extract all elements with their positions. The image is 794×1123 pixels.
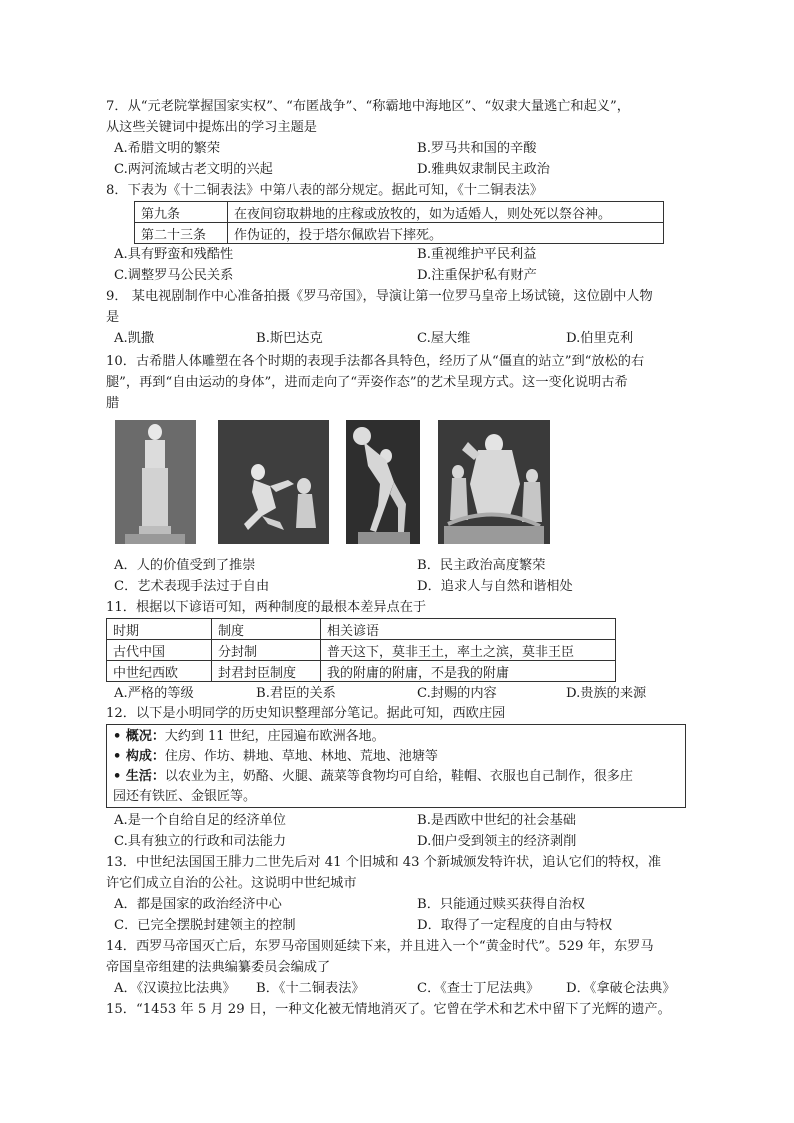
table-row bbox=[107, 661, 616, 682]
q12-note-overview bbox=[113, 727, 679, 747]
q8-law-table bbox=[134, 201, 664, 244]
q10-option-c: C．艺术表现手法过于自由 bbox=[114, 579, 270, 594]
sculpture-photo-relief bbox=[218, 420, 329, 544]
q11-stem: 11．根据以下谚语可知，两种制度的最根本差异点在于 bbox=[106, 600, 427, 615]
q7-option-a: A.希腊文明的繁荣 bbox=[114, 141, 221, 156]
q13-stem-line1: 13．中世纪法国国王腓力二世先后对 41 个旧城和 43 个新城颁发特许状，追认它们的特权，准 bbox=[106, 855, 662, 870]
q10-option-d: D．追求人与自然和谐相处 bbox=[417, 579, 573, 594]
table-cell: 第二十三条 bbox=[135, 223, 228, 244]
q8-option-d: D.注重保护私有财产 bbox=[417, 268, 537, 283]
q12-option-c: C.具有独立的行政和司法能力 bbox=[114, 834, 287, 849]
table-header-cell: 制度 bbox=[212, 619, 321, 640]
q8-option-c: C.调整罗马公民关系 bbox=[114, 268, 234, 283]
note-key: • 概况： bbox=[113, 729, 165, 744]
q14-option-a: A．《汉谟拉比法典》 bbox=[114, 981, 236, 996]
q14-stem-line2: 帝国皇帝组建的法典编纂委员会编成了 bbox=[106, 960, 331, 975]
q9-option-c: C.屋大维 bbox=[417, 331, 471, 346]
q12-notes-box bbox=[106, 724, 686, 808]
note-text: 以农业为主，奶酪、火腿、蔬菜等食物均可自给，鞋帽、衣服也自己制作，很多庄 bbox=[164, 769, 633, 784]
table-cell: 中世纪西欧 bbox=[107, 661, 212, 682]
table-cell: 古代中国 bbox=[107, 640, 212, 661]
sculpture-photo-laocoon bbox=[438, 420, 550, 544]
q7-stem-line2: 从这些关键词中提炼出的学习主题是 bbox=[106, 120, 317, 135]
q14-option-b: B．《十二铜表法》 bbox=[256, 981, 365, 996]
q7-option-c: C.两河流域古老文明的兴起 bbox=[114, 162, 273, 177]
q12-option-b: B.是西欧中世纪的社会基础 bbox=[417, 813, 576, 828]
table-row bbox=[135, 202, 664, 223]
q13-option-d: D．取得了一定程度的自由与特权 bbox=[417, 918, 613, 933]
sculpture-photo-discobolus bbox=[346, 420, 420, 544]
q10-option-b: B．民主政治高度繁荣 bbox=[417, 558, 546, 573]
note-text: 住房、作坊、耕地、草地、林地、荒地、池塘等 bbox=[164, 749, 438, 764]
q13-option-a: A．都是国家的政治经济中心 bbox=[114, 897, 282, 912]
table-header-cell: 相关谚语 bbox=[321, 619, 616, 640]
q12-note-composition bbox=[113, 747, 679, 767]
table-cell: 在夜间窃取耕地的庄稼或放牧的，如为适婚人，则处死以祭谷神。 bbox=[228, 202, 664, 223]
q9-stem-line1: 9． 某电视剧制作中心准备拍摄《罗马帝国》，导演让第一位罗马皇帝上场试镜，这位剧中人物 bbox=[106, 289, 653, 304]
q11-option-c: C.封赐的内容 bbox=[417, 686, 497, 701]
q12-note-life-cont: 园还有铁匠、金银匠等。 bbox=[113, 789, 257, 804]
table-cell: 第九条 bbox=[135, 202, 228, 223]
q9-stem-line2: 是 bbox=[106, 310, 120, 325]
table-cell: 普天这下，莫非王土，率土之滨，莫非王臣 bbox=[321, 640, 616, 661]
q12-stem: 12．以下是小明同学的历史知识整理部分笔记。据此可知，西欧庄园 bbox=[106, 706, 506, 721]
table-row bbox=[107, 640, 616, 661]
table-cell: 分封制 bbox=[212, 640, 321, 661]
q7-stem-line1: 7．从“元老院掌握国家实权”、“布匿战争”、“称霸地中海地区”、“奴隶大量逃亡和起义”， bbox=[106, 99, 630, 114]
q10-stem-line2: 腿”，再到“自由运动的身体”，进而走向了“弄姿作态”的艺术呈现方式。这一变化说明古希 bbox=[106, 375, 628, 390]
q10-stem-line1: 10．古希腊人体雕塑在各个时期的表现手法都各具特色，经历了从“僵直的站立”到“放松的右 bbox=[106, 354, 645, 369]
q8-option-a: A.具有野蛮和残酷性 bbox=[114, 247, 234, 262]
sculpture-photo-standing bbox=[115, 420, 196, 544]
q12-note-life bbox=[113, 767, 679, 787]
q14-option-d: D．《拿破仑法典》 bbox=[566, 981, 676, 996]
q14-stem-line1: 14．西罗马帝国灭亡后，东罗马帝国则延续下来，并且进入一个“黄金时代”。529 年，东罗马 bbox=[106, 939, 654, 954]
q8-stem: 8．下表为《十二铜表法》中第八表的部分规定。据此可知，《十二铜表法》 bbox=[106, 183, 543, 198]
table-cell: 我的附庸的附庸，不是我的附庸 bbox=[321, 661, 616, 682]
q12-option-a: A.是一个自给自足的经济单位 bbox=[114, 813, 286, 828]
table-row bbox=[135, 223, 664, 244]
table-header-row bbox=[107, 619, 616, 640]
q8-option-b: B.重视维护平民利益 bbox=[417, 247, 537, 262]
q13-option-c: C．已完全摆脱封建领主的控制 bbox=[114, 918, 296, 933]
q10-stem-line3: 腊 bbox=[106, 396, 120, 411]
q7-option-d: D.雅典奴隶制民主政治 bbox=[417, 162, 550, 177]
q9-option-d: D.伯里克利 bbox=[566, 331, 634, 346]
q15-stem-line1: 15．“1453 年 5 月 29 日，一种文化被无情地消灭了。它曾在学术和艺术中留下了光辉的遗产。 bbox=[106, 1002, 671, 1017]
table-cell: 封君封臣制度 bbox=[212, 661, 321, 682]
note-key: • 生活： bbox=[113, 769, 165, 784]
q11-option-a: A.严格的等级 bbox=[114, 686, 194, 701]
q12-option-d: D.佃户受到领主的经济剥削 bbox=[417, 834, 577, 849]
q13-option-b: B．只能通过赎买获得自治权 bbox=[417, 897, 585, 912]
q11-comparison-table bbox=[106, 618, 616, 682]
q9-option-a: A.凯撒 bbox=[114, 331, 155, 346]
q10-option-a: A．人的价值受到了推崇 bbox=[114, 558, 256, 573]
q11-option-d: D.贵族的来源 bbox=[566, 686, 647, 701]
note-key: • 构成： bbox=[113, 749, 165, 764]
q14-option-c: C．《查士丁尼法典》 bbox=[417, 981, 540, 996]
note-text: 大约到 11 世纪，庄园遍布欧洲各地。 bbox=[164, 729, 385, 744]
q13-stem-line2: 许它们成立自治的公社。这说明中世纪城市 bbox=[106, 876, 357, 891]
q11-option-b: B.君臣的关系 bbox=[256, 686, 336, 701]
q9-option-b: B.斯巴达克 bbox=[256, 331, 323, 346]
q7-option-b: B.罗马共和国的辛酸 bbox=[417, 141, 537, 156]
table-header-cell: 时期 bbox=[107, 619, 212, 640]
table-cell: 作伪证的，投于塔尔佩欧岩下摔死。 bbox=[228, 223, 664, 244]
